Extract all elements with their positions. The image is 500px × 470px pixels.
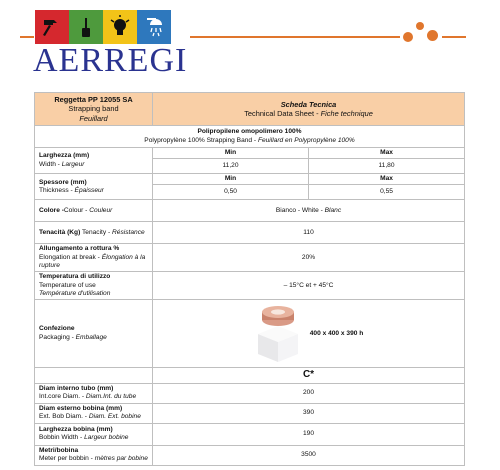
brand-dot xyxy=(403,32,413,42)
coil-width-sub-fr: Largeur bobine xyxy=(84,434,129,442)
meters-label: Metri/bobina xyxy=(39,446,79,454)
thickness-label-cell xyxy=(35,174,153,200)
inner-diam-row xyxy=(35,383,465,403)
brand-rule-left xyxy=(20,36,34,38)
shower-icon xyxy=(137,10,171,44)
coil-width-label-cell xyxy=(35,423,153,445)
outer-diam-row xyxy=(35,403,465,423)
color-label-cell xyxy=(35,200,153,222)
min-header: Min xyxy=(153,148,309,159)
meters-label-cell xyxy=(35,445,153,465)
inner-diam-value: 200 xyxy=(153,383,465,403)
product-name-fr: Feuillard xyxy=(79,113,108,123)
color-value-cell xyxy=(153,200,465,222)
brand-rule-right xyxy=(190,36,400,38)
tenacity-label: Tenacità (Kg) xyxy=(39,228,81,236)
meters-sub-fr: mètres par bobine xyxy=(94,455,148,463)
coil-width-value: 190 xyxy=(153,423,465,445)
outer-diam-value: 390 xyxy=(153,403,465,423)
color-sub: Colour - xyxy=(63,206,90,214)
packaging-visual-cell xyxy=(153,300,465,368)
header-row xyxy=(35,93,465,126)
tenacity-sub: Tenacity - xyxy=(80,228,113,236)
color-sub-fr: Couleur xyxy=(89,206,113,214)
packaged-coil-image xyxy=(254,304,302,364)
tenacity-row xyxy=(35,222,465,244)
temperature-label-cell xyxy=(35,272,153,300)
brand-name: AERREGI xyxy=(33,42,188,79)
material-it: Polipropilene omopolimero 100% xyxy=(197,128,302,136)
width-max: 11,80 xyxy=(309,159,465,174)
brand-dot xyxy=(416,22,424,30)
elongation-row xyxy=(35,244,465,272)
packaging-dims: 400 x 400 x 390 h xyxy=(309,329,364,337)
material-row xyxy=(35,126,465,148)
color-value-fr: Blanc xyxy=(324,206,342,214)
elongation-sub-fr: Élongation à la rupture xyxy=(39,253,146,269)
temperature-value: – 15°C et + 45°C xyxy=(153,272,465,300)
outer-diam-label-cell xyxy=(35,403,153,423)
color-label: Colore - xyxy=(39,206,64,214)
thickness-sub-fr: Épaisseur xyxy=(74,186,104,194)
screwdriver-icon xyxy=(69,10,103,44)
logo-icons xyxy=(35,10,171,44)
doc-title-cell xyxy=(153,93,465,126)
thickness-min: 0,50 xyxy=(153,185,309,200)
max-header: Max xyxy=(309,148,465,159)
width-label: Larghezza (mm) xyxy=(39,152,90,160)
elongation-sub: Elongation at break - xyxy=(39,253,102,261)
packaging-row xyxy=(35,300,465,368)
brand-rule-tail xyxy=(442,36,466,38)
coil-width-row xyxy=(35,423,465,445)
elongation-label: Allungamento a rottura % xyxy=(39,245,120,253)
thickness-label: Spessore (mm) xyxy=(39,178,87,186)
technical-data-table xyxy=(34,92,465,466)
packaging-label: Confezione xyxy=(39,325,75,333)
outer-diam-sub-fr: Diam. Ext. bobine xyxy=(88,413,141,421)
material-fr: Feuillard en Polypropylène 100% xyxy=(257,136,355,144)
temperature-label: Temperatura di utilizzo xyxy=(39,273,111,281)
outer-diam-sub: Ext. Bob Diam. - xyxy=(39,413,89,421)
lightbulb-icon xyxy=(103,10,137,44)
tenacity-value: 110 xyxy=(153,222,465,244)
outer-diam-label: Diam esterno bobina (mm) xyxy=(39,404,123,412)
width-sub-fr: Largeur xyxy=(61,160,85,168)
color-value: Bianco - White - xyxy=(275,206,325,214)
color-row xyxy=(35,200,465,222)
product-cell xyxy=(35,93,153,126)
elongation-label-cell xyxy=(35,244,153,272)
doc-title-fr: Fiche technique xyxy=(320,109,373,118)
thickness-row xyxy=(35,174,465,185)
max-header: Max xyxy=(309,174,465,185)
tenacity-label-cell xyxy=(35,222,153,244)
material-cell xyxy=(35,126,465,148)
meters-value: 3500 xyxy=(153,445,465,465)
meters-row xyxy=(35,445,465,465)
packaging-label-cell xyxy=(35,300,153,368)
packaging-mark: C* xyxy=(153,368,465,384)
thickness-sub: Thickness - xyxy=(39,186,75,194)
width-min: 11,20 xyxy=(153,159,309,174)
packaging-sub: Packaging - xyxy=(39,333,76,341)
width-row xyxy=(35,148,465,159)
width-label-cell xyxy=(35,148,153,174)
coil-width-sub: Bobbin Width - xyxy=(39,434,85,442)
inner-diam-sub-fr: Diam.Int. du tube xyxy=(85,393,137,401)
packaging-sub-fr: Emballage xyxy=(75,333,107,341)
min-header: Min xyxy=(153,174,309,185)
inner-diam-label: Diam interno tubo (mm) xyxy=(39,384,114,392)
temperature-sub: Temperature of use xyxy=(39,281,96,289)
width-sub: Width - xyxy=(39,160,62,168)
doc-title-it: Scheda Tecnica xyxy=(280,99,337,109)
mark-row xyxy=(35,368,465,384)
material-en: Polypropylène 100% Strapping Band - xyxy=(144,136,258,144)
elongation-value: 20% xyxy=(153,244,465,272)
doc-title-en: Technical Data Sheet - xyxy=(244,109,321,118)
hammer-icon xyxy=(35,10,69,44)
product-name-en: Strapping band xyxy=(68,104,119,114)
inner-diam-sub: Int.core Diam. - xyxy=(39,393,86,401)
coil-width-label: Larghezza bobina (mm) xyxy=(39,425,113,433)
meters-sub: Meter per bobbin - xyxy=(39,455,95,463)
thickness-max: 0,55 xyxy=(309,185,465,200)
temperature-sub-fr: Température d'utilisation xyxy=(39,289,111,297)
empty-cell xyxy=(35,368,153,384)
tenacity-sub-fr: Résistance xyxy=(112,228,145,236)
brand-dot xyxy=(427,30,438,41)
temperature-row xyxy=(35,272,465,300)
inner-diam-label-cell xyxy=(35,383,153,403)
product-name: Reggetta PP 12055 SA xyxy=(54,95,133,105)
